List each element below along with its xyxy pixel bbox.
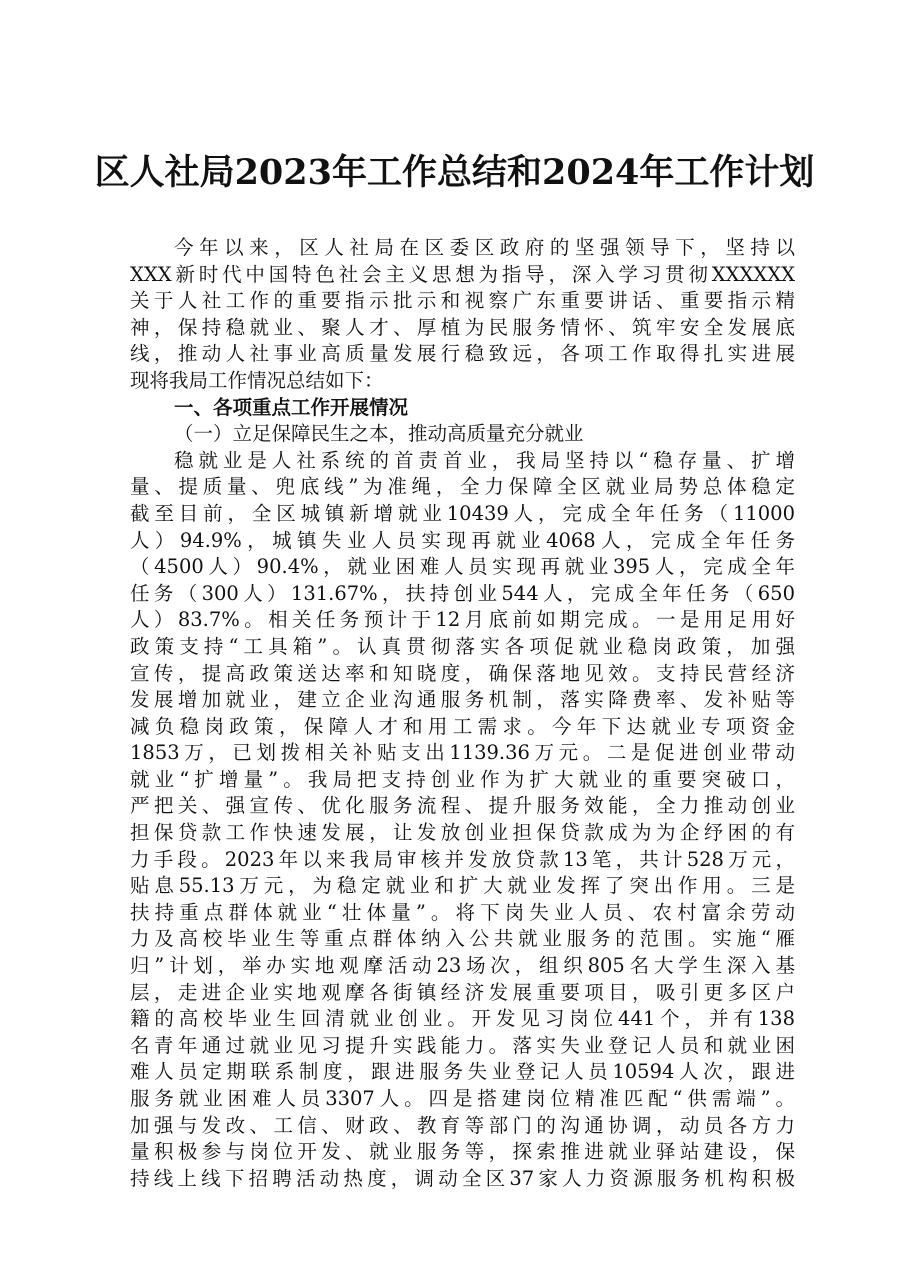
intro-line-2: XXX新时代中国特色社会主义思想为指导，深入学习贯彻XXXXXX [130,262,795,286]
body-line: 籍的高校毕业生回清就业创业。开发见习岗位441个，并有138 [130,1007,795,1031]
body-line: 难人员定期联系制度，跟进服务失业登记人员10594人次，跟进 [130,1060,795,1084]
body-line: 稳就业是人社系统的首责首业，我局坚持以“稳存量、扩增 [174,448,795,472]
body-line: （4500人）90.4%，就业困难人员实现再就业395人，完成全年 [130,555,795,579]
body-line: 担保贷款工作快速发展，让发放创业担保贷款成为为企纾困的有 [130,821,795,845]
body-line: 政策支持“工具箱”。认真贯彻落实各项促就业稳岗政策，加强 [130,634,795,658]
intro-line-5: 线，推动人社事业高质量发展行稳致远，各项工作取得扎实进展 [130,342,795,366]
body-line: 力及高校毕业生等重点群体纳入公共就业服务的范围。实施“雁 [130,927,795,951]
intro-line-4: 神，保持稳就业、聚人才、厚植为民服务情怀、筑牢安全发展底 [130,315,795,339]
body-line: 贴息55.13万元，为稳定就业和扩大就业发挥了突出作用。三是 [130,874,795,898]
section-heading-1: 一、各项重点工作开展情况 [174,395,409,419]
body-line: 层，走进企业实地观摩各街镇经济发展重要项目，吸引更多区户 [130,980,795,1004]
body-line: 名青年通过就业见习提升实践能力。落实失业登记人员和就业困 [130,1033,795,1057]
body-line: 宣传，提高政策送达率和知晓度，确保落地见效。支持民营经济 [130,661,795,685]
body-line: 扶持重点群体就业“壮体量”。将下岗失业人员、农村富余劳动 [130,900,795,924]
body-line: 量积极参与岗位开发、就业服务等，探索推进就业驿站建设，保 [130,1140,795,1164]
body-line: 1853万，已划拨相关补贴支出1139.36万元。二是促进创业带动 [130,741,795,765]
body-line: 严把关、强宣传、优化服务流程、提升服务效能，全力推动创业 [130,794,795,818]
body-line: 持线上线下招聘活动热度，调动全区37家人力资源服务机构积极 [130,1166,795,1190]
document-title: 区人社局2023年工作总结和2024年工作计划 [94,152,815,193]
intro-line-3: 关于人社工作的重要指示批示和视察广东重要讲话、重要指示精 [130,289,795,313]
body-line: 就业“扩增量”。我局把支持创业作为扩大就业的重要突破口， [130,767,795,791]
body-line: 服务就业困难人员3307人。四是搭建岗位精准匹配“供需端”。 [130,1087,795,1110]
subsection-heading-1: （一）立足保障民生之本，推动高质量充分就业 [174,422,584,446]
body-line: 任务（300人）131.67%，扶持创业544人，完成全年任务（650 [130,581,795,605]
body-line: 力手段。2023年以来我局审核并发放贷款13笔，共计528万元， [130,847,795,871]
intro-line-6: 现将我局工作情况总结如下： [130,368,384,392]
body-line: 人）83.7%。相关任务预计于12月底前如期完成。一是用足用好 [130,608,795,632]
body-line: 人）94.9%，城镇失业人员实现再就业4068人，完成全年任务 [130,528,795,552]
body-line: 加强与发改、工信、财政、教育等部门的沟通协调，动员各方力 [130,1113,795,1137]
body-line: 发展增加就业，建立企业沟通服务机制，落实降费率、发补贴等 [130,688,795,712]
body-line: 归”计划，举办实地观摩活动23场次，组织805名大学生深入基 [130,954,795,978]
body-line: 量、提质量、兜底线”为准绳，全力保障全区就业局势总体稳定 [130,475,795,499]
body-line: 截至目前，全区城镇新增就业10439人，完成全年任务（11000 [130,501,795,525]
intro-line-1: 今年以来，区人社局在区委区政府的坚强领导下，坚持以 [174,236,795,259]
body-line: 减负稳岗政策，保障人才和用工需求。今年下达就业专项资金 [130,714,795,738]
document-body [130,235,795,1192]
